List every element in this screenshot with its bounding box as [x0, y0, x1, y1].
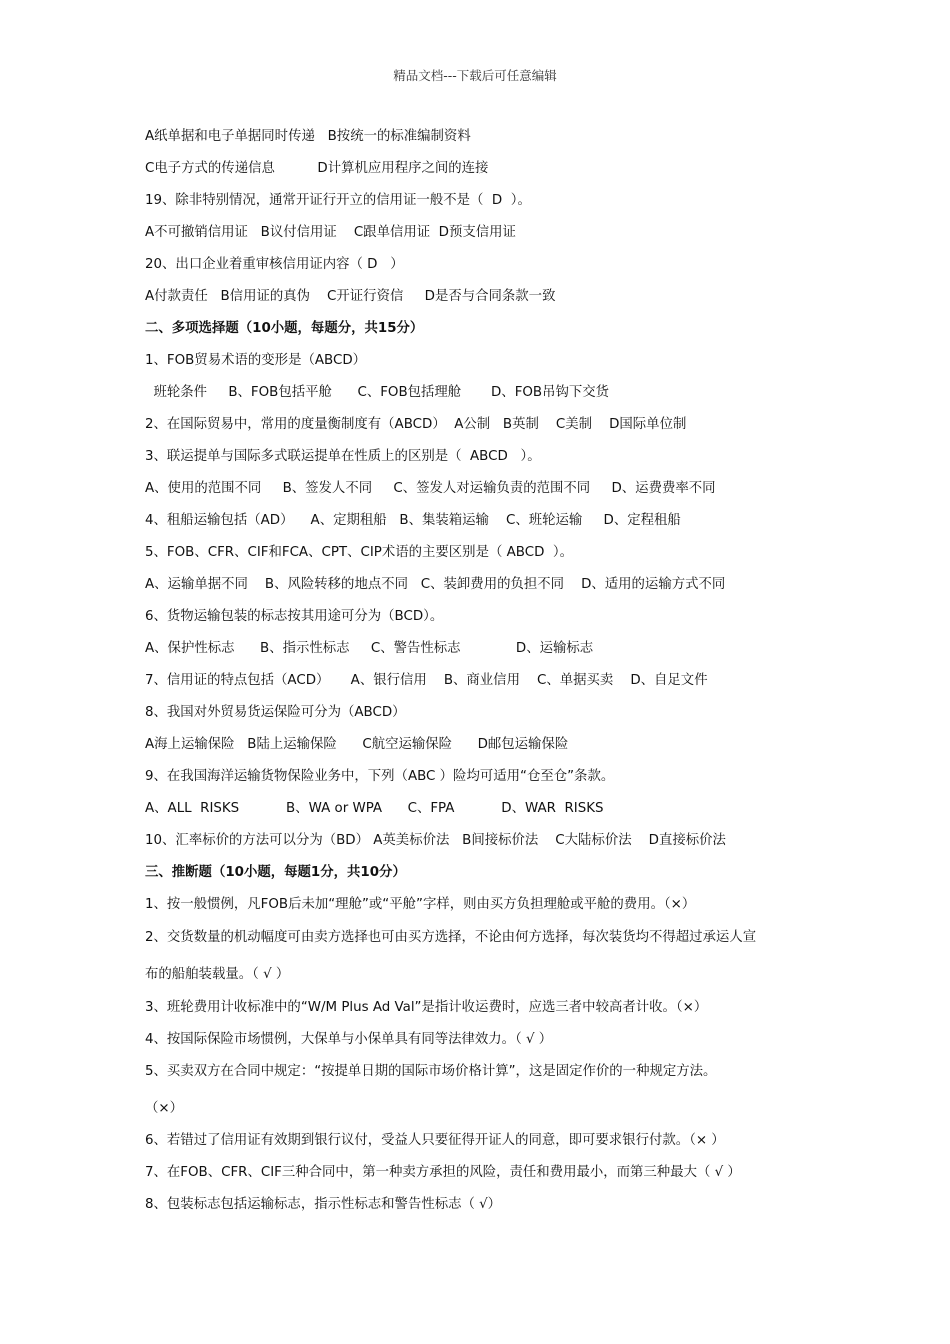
text-line: 3、联运提单与国际多式联运提单在性质上的区别是（ ABCD ）。 [145, 449, 541, 464]
page-header: 精品文档---下载后可任意编辑 [393, 68, 557, 83]
text-line: 5、买卖双方在合同中规定：“按提单日期的国际市场价格计算”，这是固定作价的一种规定方法。 [145, 1064, 717, 1079]
text-line: A海上运输保险 B陆上运输保险 C航空运输保险 D邮包运输保险 [145, 737, 569, 752]
text-line: 2、交货数量的机动幅度可由卖方选择也可由买方选择，不论由何方选择，每次装货均不得超过承运人宣 [145, 930, 757, 945]
text-line: A付款责任 B信用证的真伪 C开证行资信 D是否与合同条款一致 [145, 289, 556, 304]
text-line: 6、货物运输包装的标志按其用途可分为（BCD）。 [145, 609, 444, 624]
text-line: 9、在我国海洋运输货物保险业务中，下列（ABC ）险均可适用“仓至仓”条款。 [145, 769, 615, 784]
text-line: 2、在国际贸易中，常用的度量衡制度有（ABCD） A公制 B英制 C美制 D国际单位制 [145, 417, 687, 432]
text-line: 19、除非特别情况，通常开证行开立的信用证一般不是（ D ）。 [145, 193, 531, 208]
text-line: A、运输单据不同 B、风险转移的地点不同 C、装卸费用的负担不同 D、适用的运输方式不同 [145, 577, 726, 592]
text-line: 班轮条件 B、FOB包括平舱 C、FOB包括理舱 D、FOB吊钩下交货 [145, 385, 610, 400]
text-line: A、ALL RISKS B、WA or WPA C、FPA D、WAR RISKS [145, 801, 604, 816]
text-line: A、使用的范围不同 B、签发人不同 C、签发人对运输负责的范围不同 D、运费费率不同 [145, 481, 716, 496]
text-line: 4、租船运输包括（AD） A、定期租船 B、集装箱运输 C、班轮运输 D、定程租船 [145, 513, 681, 528]
text-line: 布的船舶装载量。（ √ ） [145, 967, 290, 982]
text-line: A不可撤销信用证 B议付信用证 C跟单信用证 D预支信用证 [145, 225, 516, 240]
text-line: C电子方式的传递信息 D计算机应用程序之间的连接 [145, 161, 489, 176]
section-heading: 二、多项选择题（10小题，每题分，共15分） [145, 321, 424, 336]
text-line: 1、FOB贸易术语的变形是（ABCD） [145, 353, 367, 368]
text-line: 8、包装标志包括运输标志，指示性标志和警告性标志（ √） [145, 1197, 502, 1212]
text-line: A纸单据和电子单据同时传递 B按统一的标准编制资料 [145, 129, 471, 144]
text-line: 8、我国对外贸易货运保险可分为（ABCD） [145, 705, 406, 720]
text-line: 10、汇率标价的方法可以分为（BD） A英美标价法 B间接标价法 C大陆标价法 D直接标价法 [145, 833, 726, 848]
text-line: 6、若错过了信用证有效期到银行议付，受益人只要征得开证人的同意，即可要求银行付款。（× ） [145, 1133, 725, 1148]
section-heading: 三、推断题（10小题，每题1分，共10分） [145, 865, 406, 880]
text-line: 7、信用证的特点包括（ACD） A、银行信用 B、商业信用 C、单据买卖 D、自足文件 [145, 673, 708, 688]
text-line: 7、在FOB、CFR、CIF三种合同中，第一种卖方承担的风险，责任和费用最小，而第三种最大（ √ ） [145, 1165, 741, 1180]
text-line: A、保护性标志 B、指示性标志 C、警告性标志 D、运输标志 [145, 641, 594, 656]
text-line: 1、按一般惯例，凡FOB后未加“理舱”或“平舱”字样，则由买方负担理舱或平舱的费用。（×） [145, 897, 696, 912]
text-line: 3、班轮费用计收标准中的“W/M Plus Ad Val”是指计收运费时，应选三者中较高者计收。（×） [145, 1000, 708, 1015]
text-line: （×） [145, 1101, 184, 1116]
text-line: 4、按国际保险市场惯例，大保单与小保单具有同等法律效力。（ √ ） [145, 1032, 553, 1047]
text-line: 5、FOB、CFR、CIF和FCA、CPT、CIP术语的主要区别是（ ABCD ）。 [145, 545, 573, 560]
text-line: 20、出口企业着重审核信用证内容（ D ） [145, 257, 404, 272]
